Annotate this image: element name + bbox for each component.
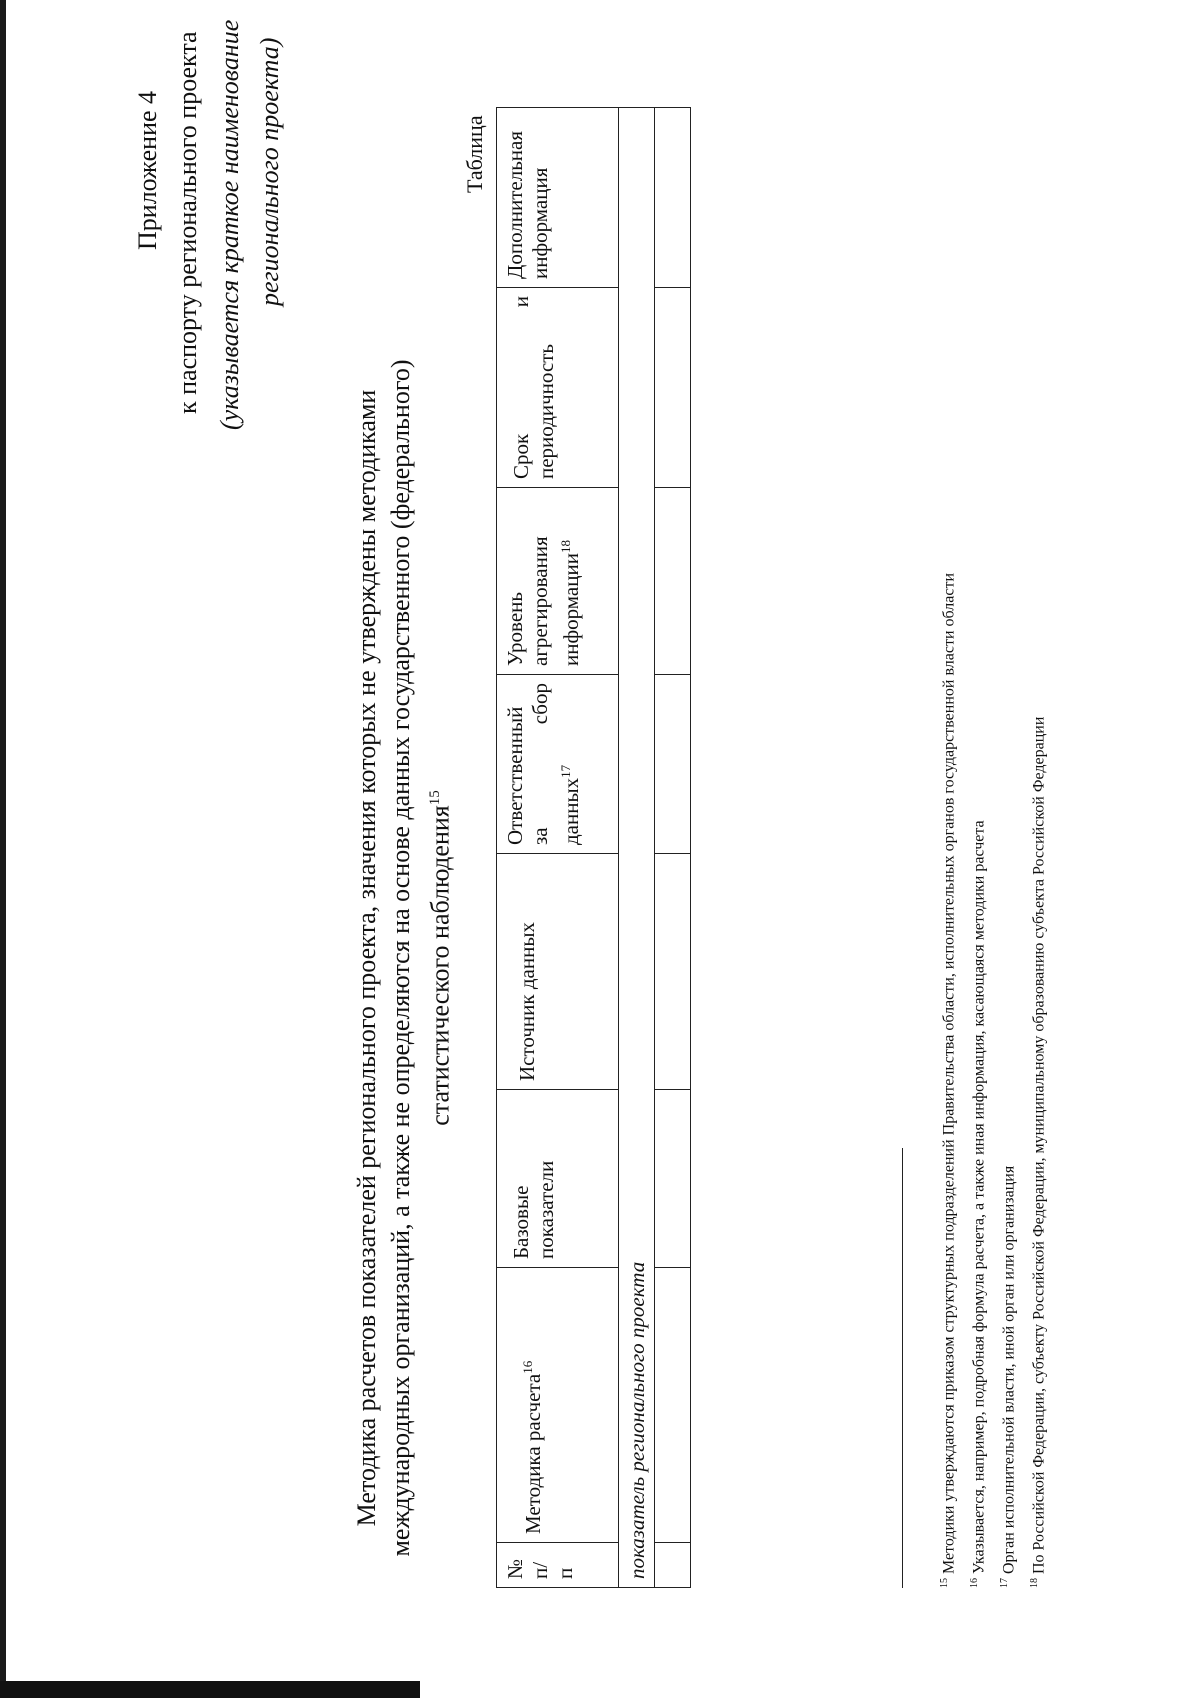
footnote-15-text: Методики утверждаются приказом структурных подразделений Правительства области, исполнительных органов государственной власти области bbox=[940, 572, 958, 1574]
header-aggregation-word: информации bbox=[559, 553, 583, 666]
footnote-16-text: Указывается, например, подробная формула расчета, а также иная информация, касающаяся методики расчета bbox=[970, 820, 988, 1574]
header-number bbox=[497, 1543, 619, 1588]
header-aggregation-line2: агрегирования bbox=[528, 536, 552, 666]
header-term-word-i: и bbox=[509, 296, 533, 308]
heading-line1: Методика расчетов показателей регионального проекта, значения которых не утверждены методиками bbox=[352, 389, 381, 1527]
footnote-18-num: 18 bbox=[1029, 1578, 1040, 1588]
footnote-ref-16: 16 bbox=[520, 1360, 535, 1374]
table-cell bbox=[655, 488, 691, 675]
table-label: Таблица bbox=[462, 115, 487, 193]
footnote-17-num: 17 bbox=[999, 1578, 1010, 1588]
appendix-line3: (указывается краткое наименование bbox=[215, 19, 244, 430]
table-cell bbox=[655, 854, 691, 1090]
table-cell bbox=[655, 1090, 691, 1268]
header-base-indicators bbox=[497, 1090, 619, 1268]
footnote-15-num: 15 bbox=[939, 1578, 950, 1588]
header-responsible-word-sbor: сбор bbox=[528, 683, 552, 725]
appendix-line2: к паспорту регионального проекта bbox=[173, 31, 202, 414]
footnote-ref-15: 15 bbox=[427, 790, 443, 806]
header-responsible-line1: Ответственный bbox=[503, 706, 527, 845]
table-row bbox=[655, 108, 691, 1588]
methodology-table bbox=[496, 107, 691, 1588]
header-method-text: Методика расчета bbox=[521, 1373, 545, 1534]
header-responsible bbox=[497, 675, 619, 854]
heading-line3-text: статистического наблюдения bbox=[425, 805, 455, 1126]
section-row bbox=[619, 108, 655, 1588]
appendix-title: Приложение 4 bbox=[133, 90, 162, 250]
header-responsible-line3 bbox=[553, 683, 584, 845]
header-aggregation-line3 bbox=[553, 496, 584, 666]
table-cell bbox=[655, 288, 691, 488]
header-source-text: Источник данных bbox=[515, 922, 539, 1081]
header-data-source bbox=[497, 854, 619, 1090]
header-responsible-word-dannyh: данных bbox=[559, 777, 583, 845]
header-aggregation-line1: Уровень bbox=[503, 592, 527, 666]
footnote-17 bbox=[995, 1166, 1019, 1588]
table-cell bbox=[655, 1543, 691, 1588]
footnote-16 bbox=[965, 820, 989, 1588]
header-method bbox=[497, 1268, 619, 1543]
header-number-line2: п/п bbox=[528, 1561, 577, 1579]
header-base-line2: показатели bbox=[534, 1160, 558, 1259]
document-heading bbox=[350, 308, 458, 1608]
header-base-line1: Базовые bbox=[509, 1185, 533, 1259]
header-number-line1: № bbox=[503, 1558, 527, 1579]
heading-line2: международных организаций, а также не определяются на основе данных государственного (федерального) bbox=[386, 359, 415, 1557]
header-term-line1 bbox=[509, 296, 534, 479]
footnote-ref-18: 18 bbox=[558, 540, 573, 554]
footnote-18 bbox=[1025, 717, 1049, 1588]
footnote-17-text: Орган исполнительной власти, иной орган или организация bbox=[1000, 1165, 1018, 1574]
footnote-16-num: 16 bbox=[969, 1578, 980, 1588]
footnote-15 bbox=[935, 573, 959, 1588]
header-responsible-line2 bbox=[528, 683, 553, 845]
table-cell bbox=[655, 675, 691, 854]
header-aggregation bbox=[497, 488, 619, 675]
table-cell bbox=[655, 1268, 691, 1543]
header-additional-info bbox=[497, 108, 619, 288]
heading-line3 bbox=[418, 308, 458, 1608]
table-cell bbox=[655, 108, 691, 288]
footnote-18-text: По Российской Федерации, субъекту Российской Федерации, муниципальному образованию субъекта Российской Федерации bbox=[1030, 716, 1048, 1574]
table-header-row bbox=[497, 108, 619, 1588]
header-term bbox=[497, 288, 619, 488]
header-term-word-srok: Срок bbox=[509, 433, 533, 479]
appendix-line4: регионального проекта) bbox=[255, 37, 284, 306]
header-additional-line1: Дополнительная bbox=[503, 130, 527, 279]
footnote-separator bbox=[902, 1148, 903, 1588]
header-additional-line2: информация bbox=[528, 167, 552, 279]
header-term-line2: периодичность bbox=[534, 343, 558, 479]
footnote-ref-17: 17 bbox=[558, 764, 573, 778]
section-row-cell: показатель регионального проекта bbox=[619, 108, 655, 1588]
header-responsible-word-za: за bbox=[528, 827, 552, 845]
